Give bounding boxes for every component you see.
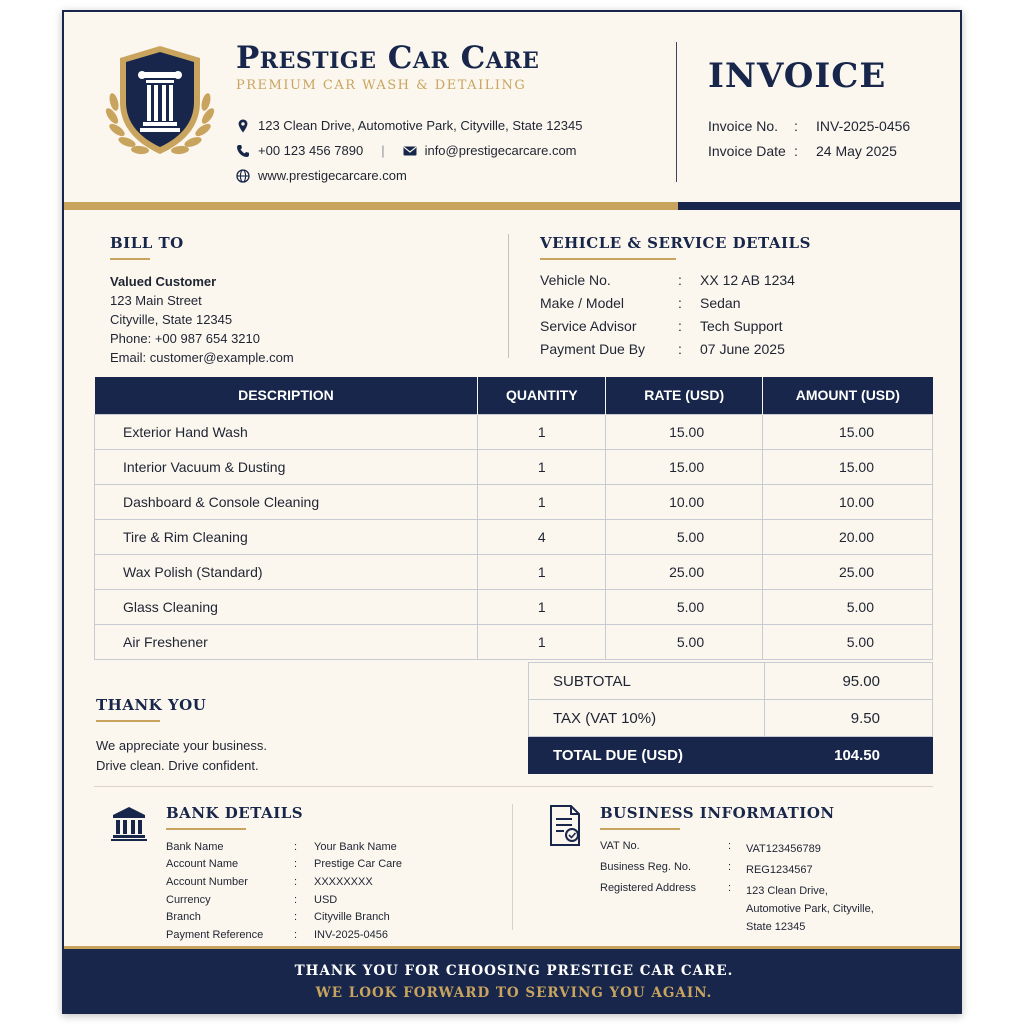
bank-row <box>166 873 402 891</box>
section-divider <box>508 234 509 358</box>
envelope-icon <box>403 144 417 158</box>
header-gold-bar <box>64 202 678 210</box>
business-value: VAT123456789 <box>746 843 821 855</box>
colon: : <box>728 840 732 852</box>
table-row <box>95 519 933 554</box>
footer-line-2: WE LOOK FORWARD TO SERVING YOU AGAIN. <box>315 985 713 1001</box>
address-line: 123 Clean Drive, <box>746 885 828 897</box>
thank-you-line-2: Drive clean. Drive confident. <box>96 758 259 773</box>
header-divider <box>676 42 677 182</box>
globe-icon <box>236 169 250 183</box>
item-amount: 15.00 <box>763 414 933 449</box>
vehicle-value: XX 12 AB 1234 <box>700 272 795 288</box>
vehicle-label: Service Advisor <box>540 318 637 334</box>
vehicle-label: Vehicle No. <box>540 272 611 288</box>
item-description: Wax Polish (Standard) <box>95 554 478 589</box>
item-description: Exterior Hand Wash <box>95 414 478 449</box>
business-info-title: BUSINESS INFORMATION <box>600 804 835 822</box>
subtotal-label: SUBTOTAL <box>529 663 765 700</box>
customer-street: 123 Main Street <box>110 293 202 308</box>
address-line: State 12345 <box>746 921 806 933</box>
item-quantity: 1 <box>478 484 606 519</box>
column-header-description: DESCRIPTION <box>95 377 478 414</box>
item-rate: 5.00 <box>606 624 763 659</box>
bank-label: Account Number <box>166 875 248 888</box>
vehicle-label: Make / Model <box>540 295 625 311</box>
item-quantity: 1 <box>478 414 606 449</box>
colon: : <box>678 318 682 334</box>
business-label: VAT No. <box>600 840 640 852</box>
bank-building-icon <box>110 804 148 842</box>
company-address-row <box>236 118 582 133</box>
item-description: Dashboard & Console Cleaning <box>95 484 478 519</box>
invoice-page <box>62 10 962 1014</box>
business-row <box>600 840 874 861</box>
item-quantity: 4 <box>478 519 606 554</box>
tax-row <box>529 700 933 737</box>
thank-you-section <box>96 696 267 776</box>
business-value: REG1234567 <box>746 864 813 876</box>
colon: : <box>678 295 682 311</box>
total-due-label: TOTAL DUE (USD) <box>529 737 765 774</box>
colon: : <box>678 341 682 357</box>
item-amount: 15.00 <box>763 449 933 484</box>
bank-row <box>166 926 402 944</box>
invoice-number: INV-2025-0456 <box>816 118 911 134</box>
total-due-row <box>529 737 933 774</box>
bank-row <box>166 856 402 874</box>
footer-line-1: THANK YOU FOR CHOOSING PRESTIGE CAR CARE. <box>294 963 734 979</box>
item-amount: 5.00 <box>763 589 933 624</box>
subtotal-value: 95.00 <box>765 663 933 700</box>
location-pin-icon <box>236 119 250 133</box>
bank-label: Branch <box>166 911 201 924</box>
title-underline <box>540 258 676 260</box>
table-row <box>95 589 933 624</box>
item-rate: 25.00 <box>606 554 763 589</box>
item-rate: 15.00 <box>606 449 763 484</box>
colon: : <box>294 911 298 924</box>
item-rate: 15.00 <box>606 414 763 449</box>
bank-value: XXXXXXXX <box>314 875 373 888</box>
vehicle-section <box>540 234 811 360</box>
bank-value: USD <box>314 893 338 906</box>
invoice-number-label: Invoice No. <box>708 118 779 134</box>
invoice-date-label: Invoice Date <box>708 143 786 159</box>
business-row <box>600 882 874 933</box>
item-rate: 5.00 <box>606 589 763 624</box>
colon: : <box>728 882 732 894</box>
phone-icon <box>236 144 250 158</box>
bank-row <box>166 891 402 909</box>
thank-you-title: THANK YOU <box>96 696 207 714</box>
bank-row <box>166 908 402 926</box>
table-row <box>95 624 933 659</box>
total-due-value: 104.50 <box>765 737 933 774</box>
bank-value: Your Bank Name <box>314 840 397 853</box>
customer-phone: Phone: +00 987 654 3210 <box>110 331 261 346</box>
company-brand <box>236 40 539 93</box>
item-rate: 10.00 <box>606 484 763 519</box>
bank-label: Payment Reference <box>166 928 264 941</box>
title-underline <box>96 720 160 722</box>
bank-details-title: BANK DETAILS <box>166 804 304 822</box>
bank-label: Currency <box>166 893 211 906</box>
invoice-number-row <box>708 118 910 134</box>
bank-details-section <box>166 804 402 944</box>
table-header-row <box>95 377 933 414</box>
tax-value: 9.50 <box>765 700 933 737</box>
vehicle-value: 07 June 2025 <box>700 341 785 357</box>
colon: : <box>294 840 298 853</box>
item-amount: 25.00 <box>763 554 933 589</box>
company-website-row <box>236 168 407 183</box>
colon: : <box>728 861 732 873</box>
vehicle-title: VEHICLE & SERVICE DETAILS <box>540 234 811 252</box>
item-description: Glass Cleaning <box>95 589 478 624</box>
business-label: Registered Address <box>600 882 696 894</box>
table-row <box>95 449 933 484</box>
vehicle-value: Sedan <box>700 295 741 311</box>
colon: : <box>794 143 798 159</box>
item-rate: 5.00 <box>606 519 763 554</box>
section-divider <box>94 786 933 787</box>
invoice-title: INVOICE <box>708 56 887 96</box>
bank-value: INV-2025-0456 <box>314 928 388 941</box>
item-amount: 10.00 <box>763 484 933 519</box>
business-row <box>600 861 874 882</box>
item-quantity: 1 <box>478 554 606 589</box>
colon: : <box>678 272 682 288</box>
tax-label: TAX (VAT 10%) <box>529 700 765 737</box>
header-navy-bar <box>678 202 962 210</box>
table-row <box>95 414 933 449</box>
vehicle-label: Payment Due By <box>540 341 646 357</box>
divider: | <box>381 143 385 158</box>
table-row <box>95 484 933 519</box>
footer-banner <box>64 949 962 1014</box>
subtotal-row <box>529 663 933 700</box>
company-email[interactable]: info@prestigecarcare.com <box>424 143 577 158</box>
thank-you-line-1: We appreciate your business. <box>96 738 268 753</box>
title-underline <box>600 828 680 830</box>
company-address: 123 Clean Drive, Automotive Park, Cityville, State 12345 <box>258 118 583 133</box>
customer-name: Valued Customer <box>110 274 217 289</box>
column-header-amount: AMOUNT (USD) <box>763 377 933 414</box>
company-phone[interactable]: +00 123 456 7890 <box>258 143 364 158</box>
business-info-section <box>600 804 874 933</box>
bill-to-section <box>110 234 294 367</box>
payment-due-row <box>540 341 811 360</box>
colon: : <box>294 858 298 871</box>
colon: : <box>294 875 298 888</box>
company-website[interactable]: www.prestigecarcare.com <box>258 168 407 183</box>
customer-city: Cityville, State 12345 <box>110 312 233 327</box>
invoice-date: 24 May 2025 <box>816 143 897 159</box>
item-quantity: 1 <box>478 624 606 659</box>
item-amount: 5.00 <box>763 624 933 659</box>
registered-address <box>746 882 874 936</box>
column-header-rate: RATE (USD) <box>606 377 763 414</box>
item-amount: 20.00 <box>763 519 933 554</box>
items-table <box>94 377 933 660</box>
item-quantity: 1 <box>478 589 606 624</box>
title-underline <box>166 828 246 830</box>
make-model-row <box>540 295 811 314</box>
bank-label: Account Name <box>166 858 239 871</box>
business-label: Business Reg. No. <box>600 861 692 873</box>
bank-row <box>166 838 402 856</box>
bank-value: Cityville Branch <box>314 911 390 924</box>
company-tagline: PREMIUM CAR WASH & DETAILING <box>236 78 527 93</box>
vehicle-value: Tech Support <box>700 318 783 334</box>
section-divider <box>512 804 513 930</box>
column-header-quantity: QUANTITY <box>478 377 606 414</box>
colon: : <box>294 928 298 941</box>
address-line: Automotive Park, Cityville, <box>746 903 874 915</box>
table-row <box>95 554 933 589</box>
customer-email: Email: customer@example.com <box>110 350 294 365</box>
item-description: Tire & Rim Cleaning <box>95 519 478 554</box>
invoice-date-row <box>708 143 897 159</box>
service-advisor-row <box>540 318 811 337</box>
item-quantity: 1 <box>478 449 606 484</box>
bill-to-title: BILL TO <box>110 234 184 252</box>
bank-label: Bank Name <box>166 840 224 853</box>
item-description: Air Freshener <box>95 624 478 659</box>
document-certificate-icon <box>548 804 584 848</box>
colon: : <box>794 118 798 134</box>
bank-value: Prestige Car Care <box>314 858 403 871</box>
title-underline <box>110 258 150 260</box>
company-name: Prestige Car Care <box>236 40 540 76</box>
totals-table <box>528 662 933 774</box>
colon: : <box>294 893 298 906</box>
shield-pillar-logo <box>100 42 220 162</box>
vehicle-number-row <box>540 272 811 291</box>
company-contact-row <box>236 143 577 158</box>
item-description: Interior Vacuum & Dusting <box>95 449 478 484</box>
